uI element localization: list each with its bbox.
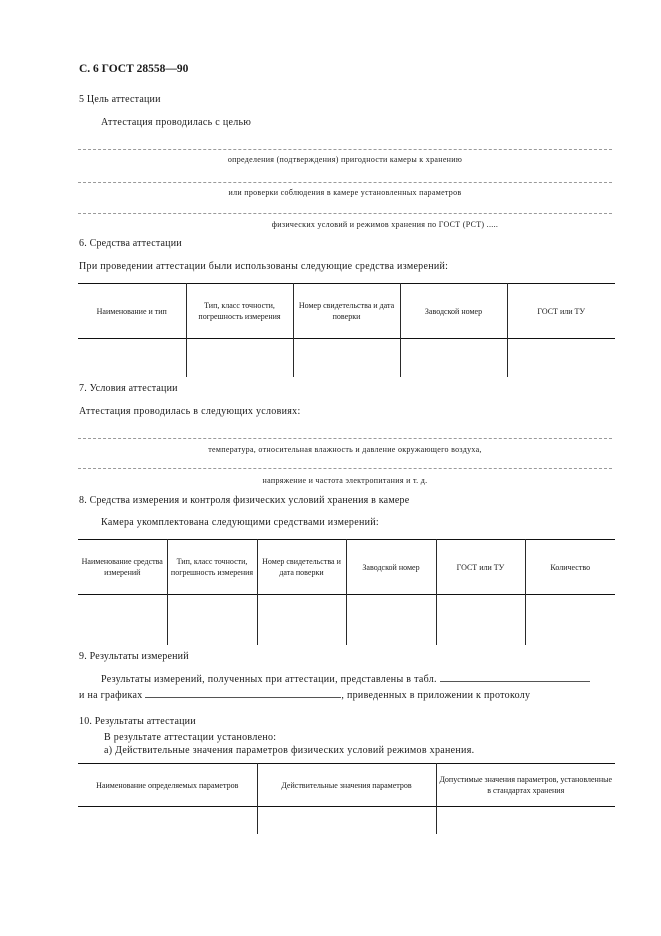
column-header: Тип, класс точности, погрешность измерения — [186, 284, 293, 339]
section-5-caption-3: физических условий и режимов хранения по ГОСТ (РСТ) ..... — [271, 220, 499, 229]
column-header: Номер свидетельства и дата поверки — [293, 284, 400, 339]
table-number-blank[interactable] — [440, 681, 590, 682]
fill-line — [78, 438, 612, 439]
column-header: ГОСТ или ТУ — [507, 284, 615, 339]
instruments-table — [78, 283, 615, 377]
table-row — [78, 595, 615, 645]
section-7-caption-1: температура, относительная влажность и давление окружающего воздуха, — [208, 445, 482, 454]
results-table-text: Результаты измерений, полученных при аттестации, представлены в табл. — [101, 674, 437, 685]
table-cell[interactable] — [78, 339, 186, 377]
table-cell[interactable] — [525, 595, 615, 645]
column-header: Допустимые значения параметров, установленные в стандартах хранения — [436, 764, 615, 807]
graphs-text: и на графиках — [79, 690, 143, 701]
section-10-intro: В результате аттестации установлено: — [104, 732, 277, 743]
column-header: Наименование и тип — [96, 306, 167, 316]
section-6-title: 6. Средства аттестации — [79, 238, 182, 249]
section-9-line-2 — [79, 690, 530, 701]
section-9-title: 9. Результаты измерений — [79, 651, 189, 662]
page-header: С. 6 ГОСТ 28558—90 — [79, 63, 189, 75]
table-cell[interactable] — [507, 339, 615, 377]
column-header: Тип, класс точности, погрешность измерения — [167, 540, 257, 595]
section-7-title: 7. Условия аттестации — [79, 383, 178, 394]
table-cell[interactable] — [167, 595, 257, 645]
column-header: Заводской номер — [346, 540, 436, 595]
table-cell[interactable] — [78, 595, 167, 645]
section-10-title: 10. Результаты аттестации — [79, 716, 196, 727]
table-cell[interactable] — [436, 595, 525, 645]
section-8-intro: Камера укомплектована следующими средствами измерений: — [101, 517, 380, 528]
table-cell[interactable] — [293, 339, 400, 377]
section-6-intro: При проведении аттестации были использованы следующие средства измерений: — [79, 261, 449, 272]
column-header: Количество — [525, 540, 615, 595]
table-cell[interactable] — [257, 807, 436, 834]
table-row — [78, 807, 615, 834]
table-cell[interactable] — [400, 339, 507, 377]
table-cell[interactable] — [186, 339, 293, 377]
table-cell[interactable] — [78, 807, 257, 834]
section-7-intro: Аттестация проводилась в следующих условиях: — [79, 406, 301, 417]
section-8-title: 8. Средства измерения и контроля физических условий хранения в камере — [79, 495, 410, 506]
results-table — [78, 763, 615, 834]
table-cell[interactable] — [436, 807, 615, 834]
column-header: Номер свидетельства и дата поверки — [257, 540, 346, 595]
section-7-caption-2: напряжение и частота электропитания и т. д. — [262, 476, 428, 485]
fill-line — [78, 149, 612, 150]
column-header: Заводской номер — [400, 284, 507, 339]
column-header: ГОСТ или ТУ — [436, 540, 525, 595]
column-header: Наименование определяемых параметров — [96, 780, 239, 790]
appendix-text: , приведенных в приложении к протоколу — [341, 690, 531, 701]
section-5-caption-2: или проверки соблюдения в камере установленных параметров — [228, 188, 462, 197]
section-5-caption-1: определения (подтверждения) пригодности камеры к хранению — [227, 155, 463, 164]
section-9-line-1 — [101, 674, 590, 685]
fill-line — [78, 468, 612, 469]
section-10-item-a: а) Действительные значения параметров физических условий режимов хранения. — [104, 745, 475, 756]
chamber-instruments-table — [78, 539, 615, 645]
section-5-intro: Аттестация проводилась с целью — [101, 117, 252, 128]
column-header: Действительные значения параметров — [257, 764, 436, 807]
fill-line — [78, 182, 612, 183]
table-row — [78, 339, 615, 377]
section-5-title: 5 Цель аттестации — [79, 94, 161, 105]
table-cell[interactable] — [346, 595, 436, 645]
fill-line — [78, 213, 612, 214]
table-cell[interactable] — [257, 595, 346, 645]
graphs-blank[interactable] — [145, 697, 341, 698]
column-header: Наименование средства измерений — [81, 557, 163, 577]
